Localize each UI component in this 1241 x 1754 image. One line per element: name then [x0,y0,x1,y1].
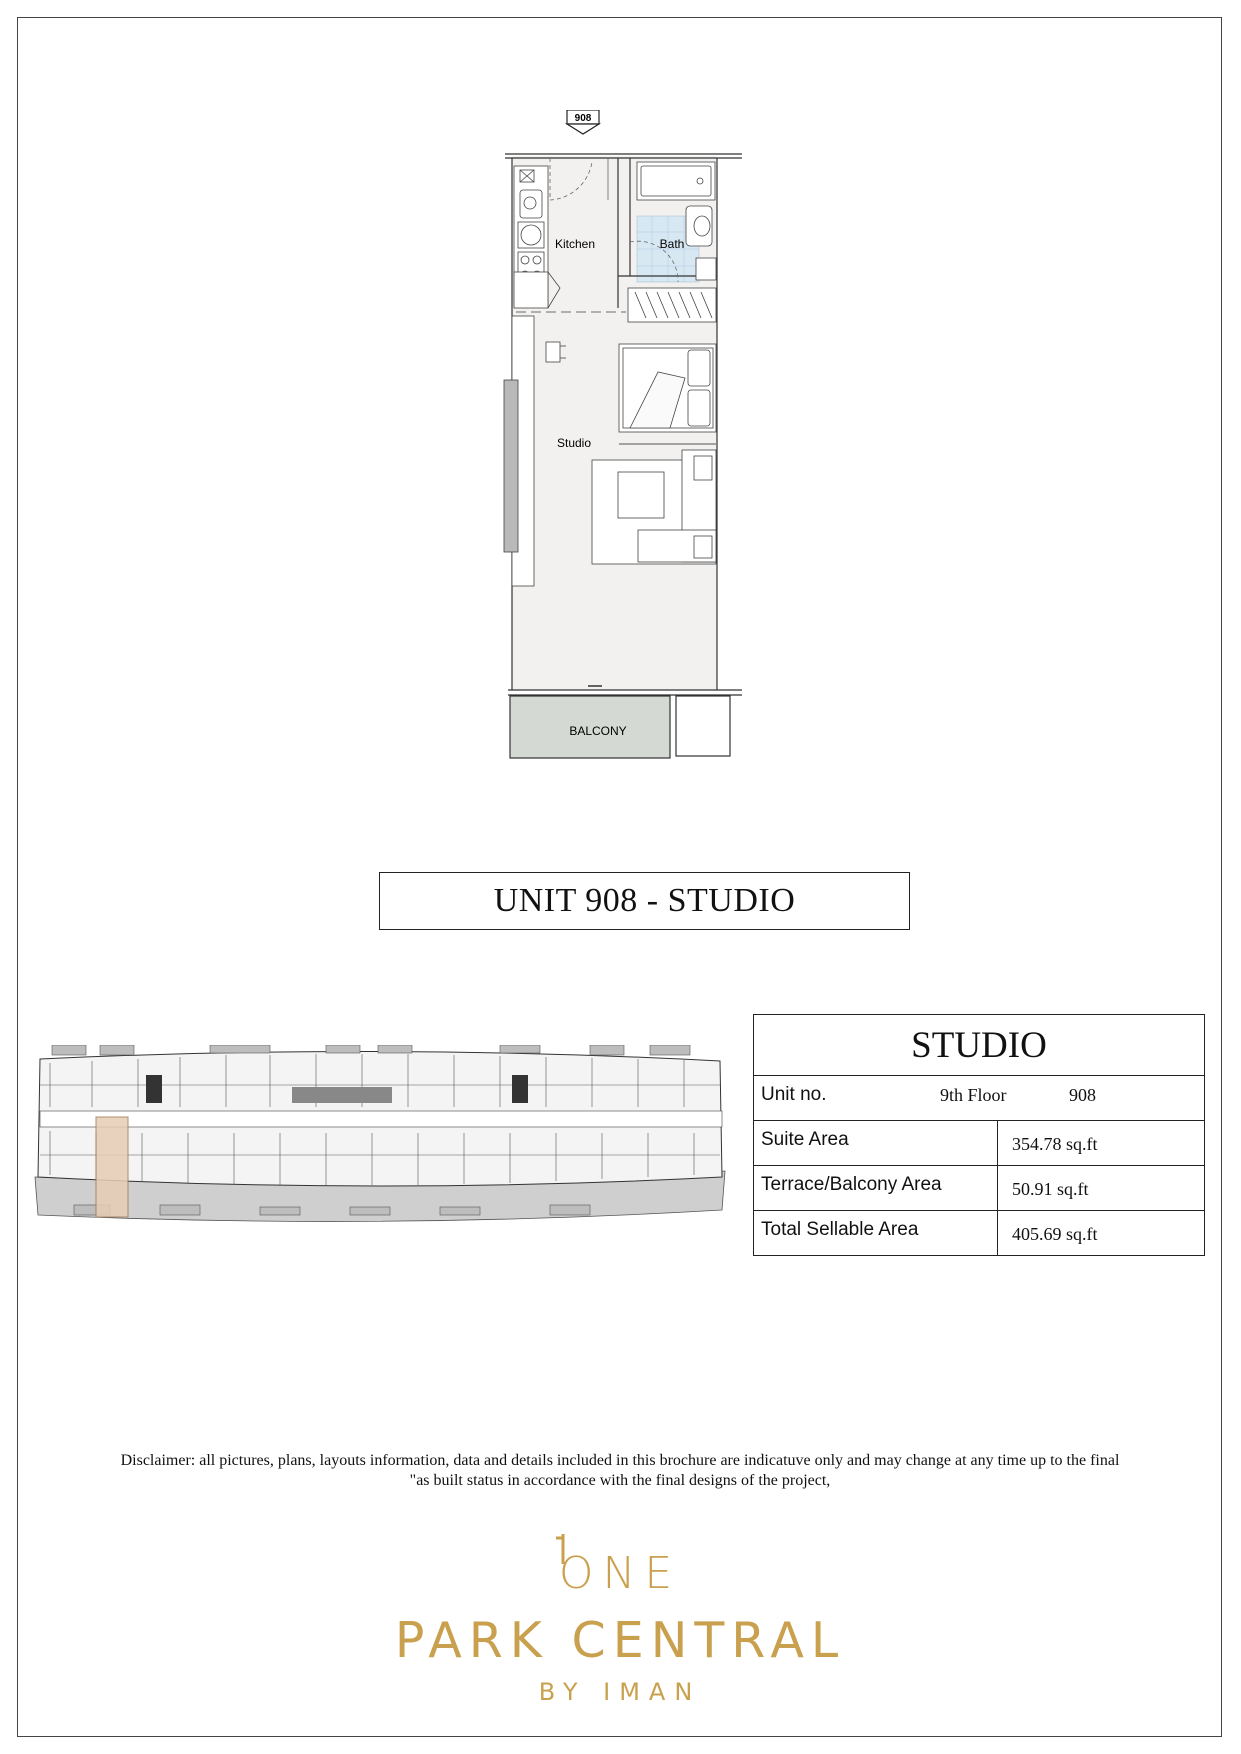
room-label-kitchen: Kitchen [554,237,596,251]
disclaimer-line-1: Disclaimer: all pictures, plans, layouts information, data and details included in this brochure are indicatuve only and may change at any time up to the final [120,1452,1120,1469]
total-area-label: Total Sellable Area [761,1219,919,1240]
suite-area-label: Suite Area [761,1129,849,1150]
divider [997,1211,998,1255]
table-row [754,1166,1204,1211]
suite-area-value: 354.78 sq.ft [1012,1134,1098,1154]
table-row [754,1121,1204,1166]
balcony-area-value: 50.91 sq.ft [1012,1179,1089,1199]
unit-marker [567,110,599,134]
floor-value: 9th Floor [940,1085,1007,1105]
room-label-balcony: BALCONY [569,724,627,738]
divider [997,1121,998,1165]
total-area-value: 405.69 sq.ft [1012,1224,1098,1244]
brand-logo [340,1530,900,1710]
divider [997,1166,998,1210]
unit-row [754,1076,1204,1121]
table-row [754,1211,1204,1255]
disclaimer [60,1451,1180,1491]
unit-title: UNIT 908 - STUDIO [379,872,910,930]
logo-line-by-iman: BY IMAN [538,1678,702,1706]
disclaimer-line-2: "as built status in accordance with the final designs of the project, [409,1472,831,1489]
area-table [753,1014,1205,1256]
key-plan [30,1045,730,1225]
unit-no-label: Unit no. [761,1084,827,1105]
logo-line-park-central: PARK CENTRAL [394,1612,846,1669]
key-plan-highlight [96,1117,128,1217]
unit-marker-label: 908 [574,113,592,124]
unit-floor-plan [480,110,760,760]
balcony-area-label: Terrace/Balcony Area [761,1174,942,1195]
room-label-studio: Studio [556,436,592,450]
room-label-bath: Bath [659,237,685,251]
area-table-heading: STUDIO [754,1015,1204,1076]
logo-line-one: ONE [558,1548,682,1599]
unit-number-value: 908 [1069,1085,1096,1105]
